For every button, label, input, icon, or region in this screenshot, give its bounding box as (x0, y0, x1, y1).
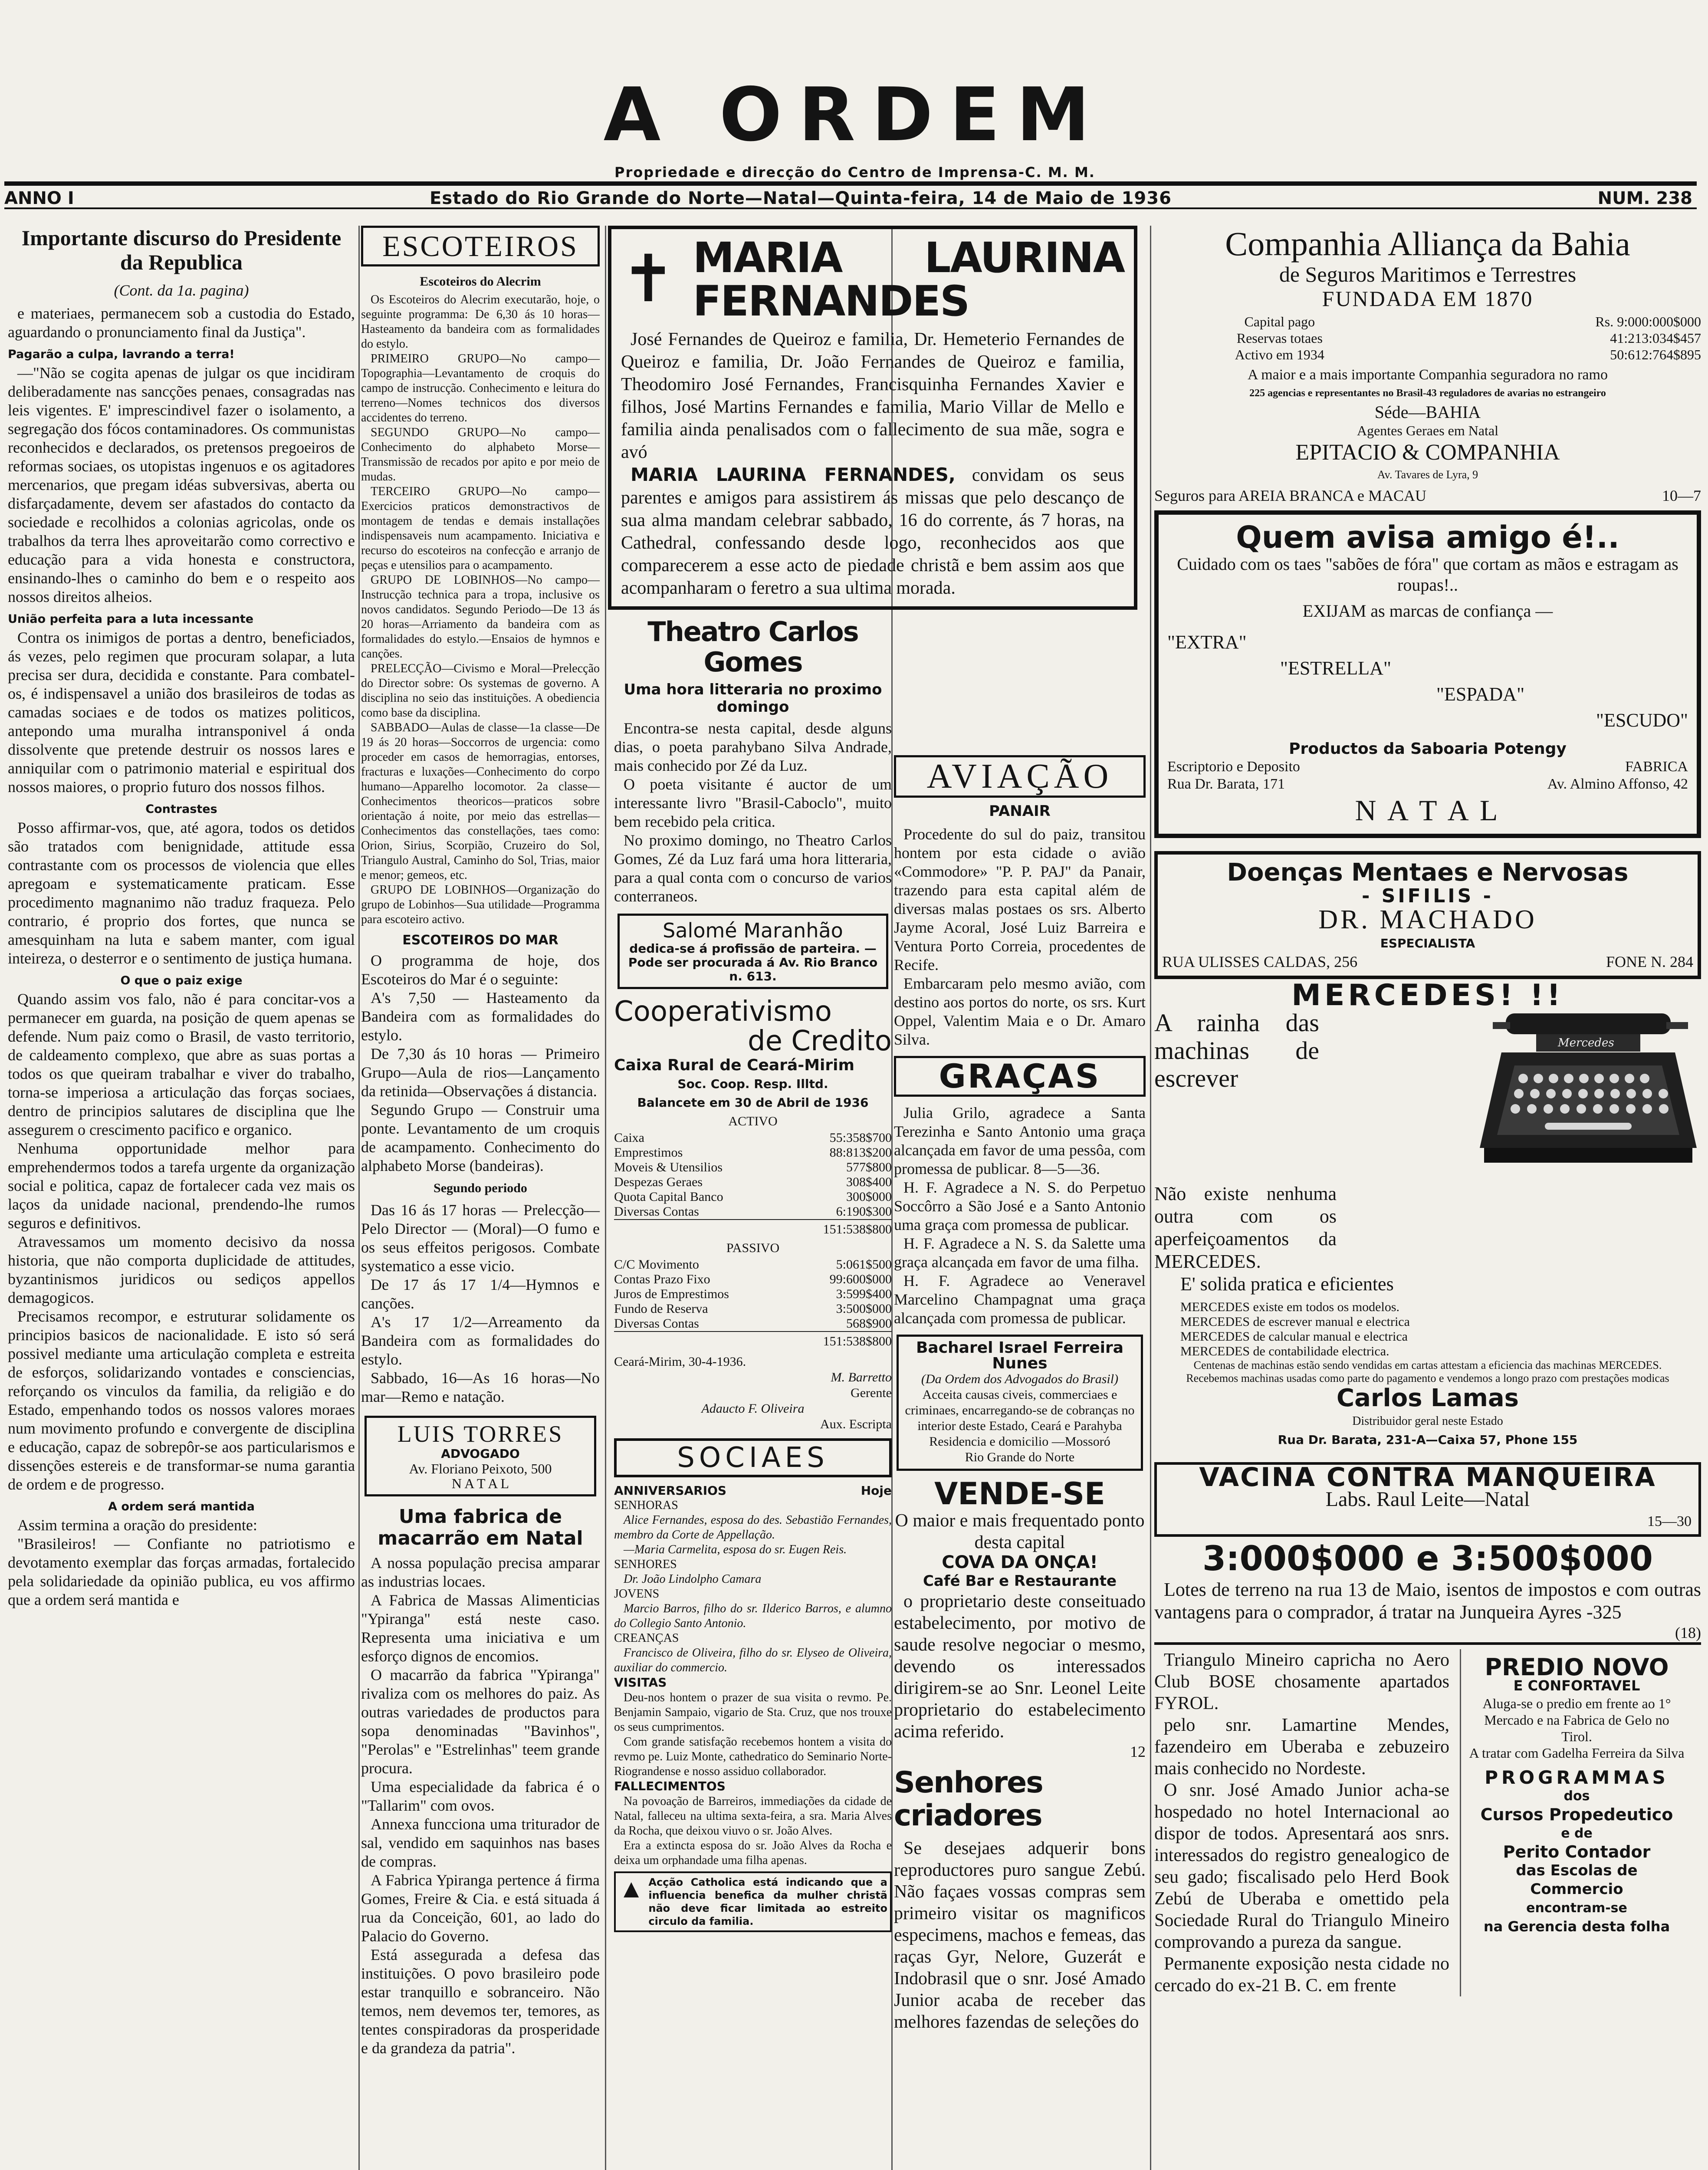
paragraph: GRUPO DE LOBINHOS—Organização do grupo de Lobinhos—Sua utilidade—Programma para escoteiro activo. (361, 883, 600, 926)
column-speech (8, 226, 355, 2170)
ad-profession: ADVOGADO (441, 1447, 520, 1461)
column-escoteiros (361, 226, 600, 2170)
ledger-row (614, 1302, 892, 1316)
section-subtitle: ESCOTEIROS DO MAR (402, 933, 558, 948)
ledger-value: 41:213:034$457 (1610, 330, 1701, 346)
activo-label: ACTIVO (728, 1114, 778, 1128)
brand-name: "EXTRA" (1167, 631, 1247, 653)
bacharel-ad (897, 1335, 1143, 1471)
ledger-row (614, 1145, 892, 1160)
paragraph: Com grande satisfação recebemos hontem a visita do revmo pe. Luiz Monte, cathedratico do Seminario Norte-Riograndense e nosso assiduo collaborador. (614, 1735, 892, 1778)
ledger-label: Quota Capital Banco (614, 1190, 723, 1204)
masthead (17, 72, 1692, 181)
paragraph: GRUPO DE LOBINHOS—No campo—Instrucção technica para a tropa, inclusive os novos candidatos. Segundo Periodo—De 13 ás 20 horas—Arriamento da bandeira com as formalidades do estylo.—Ensaios de hymnos e canções. (361, 573, 600, 661)
ad-headline: Doenças Mentaes e Nervosas (1227, 858, 1629, 887)
subheading: Hoje (861, 1483, 892, 1498)
paragraph: e materiaes, permanecem sob a custodia do Estado, aguardando o pronunciamento final da Justiça". (8, 305, 355, 341)
ad-text: Acceita causas civeis, commerciaes e criminaes, encarregando-se de cobranças no interior deste Estado, Ceará e Parahyba (905, 1387, 1135, 1433)
ad-credential: (Da Ordem dos Advogados do Brasil) (921, 1372, 1119, 1386)
typewriter-brand: Mercedes (1558, 1036, 1614, 1049)
paragraph: Alice Fernandes, esposa do des. Sebastião Fernandes, membro da Corte de Appellação. (614, 1513, 892, 1542)
bank-type: Soc. Coop. Resp. Illtd. (677, 1077, 828, 1091)
paragraph: A's 17 1/2—Arreamento da Bandeira com as formalidades do estylo. (361, 1313, 600, 1368)
paragraph: —Maria Carmelita, esposa do sr. Eugen Reis. (624, 1543, 847, 1556)
paragraph: Segundo Grupo — Construir uma ponte. Levantamento de um croquis de acampamento. Conhecimento do alphabeto Morse (bandeiras). (361, 1101, 600, 1174)
column-rule (358, 226, 360, 2170)
article-subtitle: Uma hora litteraria no proximo domingo (624, 681, 882, 716)
ad-name: Companhia Alliança da Bahia (1225, 225, 1630, 263)
ad-headline: PROGRAMMAS (1485, 1767, 1669, 1788)
ledger-label: Despezas Geraes (614, 1175, 703, 1189)
vacina-ad (1154, 1462, 1701, 1537)
paragraph: H. F. Agradece a N. S. da Salette uma graça alcançada em favor de uma filha. (894, 1235, 1146, 1271)
newspaper-title: A ORDEM (603, 72, 1107, 158)
paragraph: PRIMEIRO GRUPO—No campo—Topographia—Levantamento de croquis do campo de instrucção. Conhecimento e leitura do terreno—Nomes technicos dos diversos accidentes do terreno. (361, 352, 600, 424)
ledger-label: Diversas Contas (614, 1204, 699, 1219)
ledger-row (614, 1131, 892, 1145)
escoteiros-header: ESCOTEIROS (361, 226, 600, 266)
ad-text: A tratar com Gadelha Ferreira da Silva (1469, 1745, 1685, 1761)
ad-text: Cuidado com os taes "sabões de fóra" que cortam as mãos e estragam as roupas!.. (1177, 554, 1678, 595)
subheading: FALLECIMENTOS (614, 1779, 726, 1793)
ledger-value: 3:599$400 (836, 1287, 892, 1301)
ledger-value: 88:813$200 (829, 1145, 892, 1160)
brand-name: "ESPADA" (1436, 684, 1525, 705)
deceased-name-bold: MARIA LAURINA FERNANDES, (631, 464, 956, 485)
article-title: Importante discurso do Presidente da Republica (21, 226, 342, 274)
ad-text: Labs. Raul Leite—Natal (1325, 1488, 1530, 1511)
paragraph: Contra os inimigos de portas a dentro, beneficiados, ás vezes, pelo regimen que procuram solapar, a luta precisa ser dura, decidida e constante. Para combatel-os, é indispensavel a união dos brasileiros de todas as camadas sociaes e de todos os matizes politicos, antepondo uma muralha intransponivel á onda dissolvente que pretende destruir os nossos lares e anniquilar com o patrimonio material e espiritual dos nossos maiores, o proprio futuro dos nossos filhos. (8, 629, 355, 796)
ad-name: LUIS TORRES (397, 1421, 564, 1447)
subheading: VISITAS (614, 1675, 667, 1690)
paragraph: Embarcaram pelo mesmo avião, com destino aos portos do norte, os srs. Kurt Oppel, Valentim Maia e o Dr. Amaro Silva. (894, 975, 1146, 1048)
deceased-name: MARIA LAURINA FERNANDES (693, 233, 1124, 326)
saboaria-potengy-ad (1154, 510, 1701, 838)
paragraph: Procedente do sul do paiz, transitou hontem por esta cidade o avião «Commodore» "P. P. PAJ" da Panair, trazendo para esta capital além de diversas malas postaes os srs. Alberto Jayme Acoral, José Luiz Barreira e Ventura Porto Correia, procedentes de Recife. (894, 825, 1146, 973)
ad-text: Escriptorio e Deposito (1167, 759, 1300, 775)
paragraph: Julia Grilo, agradece a Santa Terezinha e Santo Antonio uma graça alcançada em favor de uma pessôa, com promessa de publicar. 8—5—36. (894, 1104, 1146, 1177)
ledger-label: Moveis & Utensilios (614, 1160, 723, 1174)
ad-phone: FONE N. 284 (1606, 953, 1693, 970)
paragraph: A nossa população precisa amparar as industrias locaes. (361, 1554, 600, 1590)
invite-text: convidam os seus parentes e amigos para assistirem ás missas que pelo descanço de sua alma mandam celebrar sabbado, 16 do corrente, ás 7 horas, na Cathedral, confessando desde logo, reconhecidos aos que comparecerem a esse acto de piedade christã e bem assim aos que acompanharam o feretro a sua ultima morada. (621, 465, 1124, 598)
ledger-row (1154, 313, 1701, 330)
paragraph: Permanente exposição nesta cidade no cercado do ex-21 B. C. em frente (1154, 1954, 1449, 1996)
ledger-value: 5:061$500 (836, 1257, 892, 1272)
ad-subtitle: - SIFILIS - (1362, 885, 1494, 907)
ad-code: (18) (1154, 1624, 1701, 1645)
ledger-label: Capital pago (1244, 314, 1315, 329)
coop-title: Cooperativismo (614, 996, 832, 1028)
mercedes-models (1154, 1300, 1701, 1359)
ad-profession: ESPECIALISTA (1380, 936, 1475, 950)
paragraph: O programma de hoje, dos Escoteiros do Mar é o seguinte: (361, 952, 600, 988)
ad-text: FABRICA (1625, 759, 1688, 775)
ad-name: COVA DA ONÇA! (942, 1552, 1098, 1572)
balance-date: Ceará-Mirim, 30-4-1936. (614, 1355, 746, 1369)
ledger-row (614, 1204, 892, 1219)
ad-city: N A T A L (451, 1476, 509, 1491)
ledger-value: 300$000 (846, 1190, 892, 1204)
paragraph: Na povoação de Barreiros, immediações da cidade de Natal, falleceu na ultima sexta-feira, a sra. Maria Alves da Rocha, que deixou viuvo o sr. João Alves. (614, 1795, 892, 1838)
issue-place-date: Estado do Rio Grande do Norte—Natal—Quinta-feira, 14 de Maio de 1936 (430, 188, 1172, 208)
column-ads (1154, 226, 1701, 2170)
ad-name: Bacharel Israel Ferreira (916, 1339, 1124, 1357)
vende-se-title: VENDE-SE (934, 1476, 1105, 1512)
paragraph: H. F. Agradece a N. S. do Perpetuo Soccôrro a São José e a Santo Antonio uma graça com promessa de publicar. (894, 1179, 1146, 1233)
ad-text: Aluga-se o predio em frente ao 1° Mercado e na Fabrica de Gelo no Tirol. (1482, 1696, 1671, 1744)
issue-info-bar (4, 181, 1697, 209)
ledger-value: 6:190$300 (836, 1204, 892, 1219)
accao-catholica-note (614, 1871, 892, 1932)
paragraph: Lotes de terreno na rua 13 de Maio, isentos de impostos e com outras vantagens para o comprador, á tratar na Junqueira Ayres -325 (1154, 1579, 1701, 1623)
passivo-total: 151:538$800 (614, 1331, 892, 1351)
aviacao-header: AVIAÇÃO (894, 755, 1146, 798)
sociaes-section (614, 1483, 892, 1932)
paragraph: PRELECÇÃO—Civismo e Moral—Prelecção do Director sobre: Os systemas de governo. A disciplina no seio das instituições. A obediencia como base da disciplina. (361, 662, 600, 720)
typewriter-icon (1475, 1005, 1701, 1183)
ledger-row (614, 1160, 892, 1175)
ad-text: MERCEDES de escrever manual e electrica (1180, 1315, 1410, 1329)
ad-text: dedica-se á profissão de parteira. — Pode ser procurada á Av. Rio Branco n. 613. (628, 941, 878, 983)
coop-title-2: de Credito (748, 1025, 892, 1057)
paragraph: Encontra-se nesta capital, desde alguns dias, o poeta parahybano Silva Andrade, mais conhecido por Zé da Luz. (614, 720, 892, 774)
ad-address: Av. Almino Affonso, 42 (1547, 776, 1688, 792)
predio-novo-ad (1460, 1649, 1685, 1996)
bank-name: Caixa Rural de Ceará-Mirim (614, 1056, 854, 1074)
column-aviacao (894, 755, 1146, 2170)
note-text: Acção Catholica está indicando que a influencia benefica da mulher christã não deve ficar limitada ao estreito circulo da familia. (648, 1876, 887, 1927)
paragraph: Uma especialidade da fabrica é o "Tallarim" com ovos. (361, 1778, 600, 1814)
ad-name-2: Nunes (992, 1355, 1048, 1372)
ad-text: dos (1563, 1789, 1590, 1804)
ad-tagline: A rainha das machinas de escrever (1154, 1009, 1319, 1092)
ledger-value: 568$900 (846, 1316, 892, 1331)
ledger-label: Reservas totaes (1236, 330, 1323, 346)
paragraph: José Fernandes de Queiroz e familia, Dr. Hemeterio Fernandes de Queiroz e familia, Dr. João Fernandes de Queiroz e familia, Theodomiro José Fernandes, Francisquinha Fernandes Xavier e filhos, José Martins Fernandes e familia, Mario Villar de Mello e familia ainda penalisados com o fallecimento de sua mãe, sogra e avó (621, 329, 1124, 462)
ledger-label: Emprestimos (614, 1145, 683, 1160)
paragraph: TERCEIRO GRUPO—No campo—Exercicios praticos demonstractivos de montagem de tendas e demais installações indispensaveis num acampamento. Iniciativa e recurso do escoteiros na confecção e arranjo de peças e utensilios para o acampamento. (361, 485, 600, 572)
sociaes-header: SOCIAES (614, 1438, 892, 1477)
ad-text: na Gerencia desta folha (1483, 1918, 1670, 1935)
ad-headline: MERCEDES! !! (1291, 978, 1564, 1013)
ledger-value: 50:612:764$895 (1610, 347, 1701, 362)
ad-text: das Escolas de Commercio (1516, 1862, 1638, 1898)
paragraph: A Fabrica de Massas Alimenticias "Ypiranga" está neste caso. Representa uma iniciativa e um esforço dignos de encomios. (361, 1591, 600, 1665)
ledger-row (614, 1316, 892, 1331)
ad-text: Perito Contador (1503, 1842, 1651, 1861)
ad-text: e de (1561, 1826, 1593, 1841)
ad-subtitle: E CONFORTAVEL (1513, 1677, 1640, 1694)
ledger-value: 99:600$000 (829, 1272, 892, 1286)
paragraph: De 17 ás 17 1/4—Hymnos e canções. (361, 1276, 600, 1312)
ledger-label: C/C Movimento (614, 1257, 699, 1272)
ad-address: Residencia e domicilio —Mossoró (929, 1434, 1110, 1449)
ad-text: Não existe nenhuma outra com os aperfeiçoamentos da MERCEDES. (1154, 1183, 1337, 1272)
paragraph: Marcio Barros, filho do sr. Ilderico Barros, e alumno do Collegio Santo Antonio. (614, 1602, 892, 1630)
article-title: Senhores criadores (894, 1766, 1043, 1833)
ad-code: 15—30 (1647, 1513, 1692, 1529)
paragraph: A Fabrica Ypiranga pertence á firma Gomes, Freire & Cia. e está situada á rua da Conceição, 601, ao lado do Palacio do Governo. (361, 1871, 600, 1945)
brand-name: "ESTRELLA" (1280, 658, 1391, 679)
signature-name: Adaucto F. Oliveira (701, 1401, 805, 1416)
ad-text: Centenas de machinas estão sendo vendidas em cartas attestam a eficiencia das machinas MERCEDES. (1193, 1359, 1662, 1371)
ledger-value: 577$800 (846, 1160, 892, 1174)
ledger-row (614, 1287, 892, 1302)
paragraph: O poeta visitante é auctor de um interessante livro "Brasil-Caboclo", muito bem recebido pela critica. (614, 776, 892, 830)
ad-address: Rua Dr. Barata, 171 (1167, 776, 1285, 792)
ad-address: RUA ULISSES CALDAS, 256 (1162, 953, 1358, 970)
ledger-label: Fundo de Reserva (614, 1302, 708, 1316)
obituary-notice (608, 226, 1137, 610)
paragraph: SABBADO—Aulas de classe—1a classe—De 19 ás 20 horas—Soccorros de urgencia: como proceder em casos de hemorragias, entorses, fracturas e luxações—Conhecimento do corpo humano—Apparelho locomotor. 2a classe—Conhecimentos theoricos—praticos sobre orientação á noite, por meio das estrellas—Conhecimentos das constellações, taes como: Orion, Sirius, Scorpião, Cruzeiro do Sol, Triangulo Austral, Caminho do Sol, Trias, maior e menor; gemeos, etc. (361, 721, 600, 882)
paragraph: Posso affirmar-vos, que, até agora, todos os detidos são tratados com benignidade, attitude essa contrastante com os processos de violencia que elles apregoam e systematicamente praticam. Esse procedimento magnanimo não traduz fraqueza. Pelo contrario, é proprio dos fortes, que nunca se amesquinham na luta e sabem manter, com igual inteireza, o desterror e o sentimento de justiça humana. (8, 819, 355, 967)
brand-list (1167, 629, 1688, 733)
ledger-value: 3:500$000 (836, 1302, 892, 1316)
subheading: União perfeita para a luta incessante (8, 612, 254, 626)
paragraph: Os Escoteiros do Alecrim executarão, hoje, o seguinte programma: De 6,30 ás 10 horas—Hasteamento da bandeira com as formalidades do estylo. (361, 293, 600, 351)
paragraph: pelo snr. Lamartine Mendes, fazendeiro em Uberaba e zebuzeiro mais conhecido no Nordeste. (1154, 1715, 1449, 1779)
ledger-row (614, 1190, 892, 1204)
subheading: O que o paiz exige (120, 974, 243, 987)
paragraph: No proximo domingo, no Theatro Carlos Gomes, Zé da Luz fará uma hora litteraria, para a qual conta com o concurso de varios conterraneos. (614, 832, 892, 905)
ledger-row (1154, 330, 1701, 346)
ad-name: DR. MACHADO (1318, 905, 1537, 934)
triangle-icon: ▲ (618, 1874, 644, 1903)
ad-code: 12 (1130, 1743, 1146, 1760)
ad-text: Cursos Propedeutico (1480, 1805, 1673, 1824)
passivo-table (614, 1257, 892, 1331)
section-subtitle: Escoteiros do Alecrim (420, 274, 541, 289)
subheading: SENHORAS (614, 1499, 678, 1512)
subheading: Pagarão a culpa, lavrando a terra! (8, 348, 235, 361)
mercedes-ad (1154, 978, 1701, 1449)
ledger-label: Diversas Contas (614, 1316, 699, 1331)
paragraph: Annexa funcciona uma triturador de sal, vendido em saquinhos nas bases de compras. (361, 1815, 600, 1870)
ledger-value: Rs. 9:000:000$000 (1595, 314, 1701, 329)
paragraph: O macarrão da fabrica "Ypiranga" rivaliza com os melhores do paiz. As outras variedades de productos para sopa denominadas "Bavinhos", "Perolas" e "Estrelinhas" teem grande procura. (361, 1666, 600, 1777)
paragraph: Dr. João Lindolpho Camara (624, 1572, 762, 1586)
article-title: Theatro Carlos Gomes (647, 616, 858, 678)
brand-name: "ESCUDO" (1596, 710, 1688, 731)
balance-title: Balancete em 30 de Abril de 1936 (637, 1095, 869, 1110)
triangulo-article (1154, 1649, 1449, 1996)
dr-machado-ad (1154, 851, 1701, 979)
balance-signatures (614, 1354, 892, 1432)
passivo-label: PASSIVO (726, 1241, 780, 1255)
ledger-row (614, 1257, 892, 1272)
lots-price: 3:000$000 e 3:500$000 (1202, 1539, 1653, 1578)
ad-address: Rua Dr. Barata, 231-A—Caixa 57, Phone 155 (1278, 1433, 1578, 1447)
ledger-label: Caixa (614, 1131, 644, 1145)
article-subtitle: PANAIR (989, 802, 1051, 820)
paragraph: Atravessamos um momento decisivo da nossa historia, que não comporta duplicidade de attitudes, byzantinismos juridicos ou sediços appellos demagogicos. (8, 1233, 355, 1306)
ad-text: Agentes Geraes em Natal (1357, 423, 1499, 438)
ad-text: O maior e mais frequentado ponto desta capital (895, 1511, 1145, 1552)
column-rule (605, 226, 606, 2170)
luis-torres-ad (365, 1416, 596, 1496)
newspaper-subtitle: Propriedade e direcção do Centro de Imprensa-C. M. M. (614, 164, 1095, 181)
paragraph: SEGUNDO GRUPO—No campo—Conhecimento do alphabeto Morse—Transmissão de recados por apito e por meio de mudas. (361, 426, 600, 483)
signature-role: Gerente (851, 1386, 892, 1400)
signature-name: M. Barretto (831, 1370, 892, 1384)
ad-address: Av. Floriano Peixoto, 500 (409, 1461, 552, 1476)
paragraph: O snr. José Amado Junior acha-se hospedado no hotel Internacional ao dispor de todos. Apresentará aos snrs. interessados do registro genealogico de seu gado; fiscalisado pelo Herd Book Zebú de Uberaba e omettido pela Sociedade Rural do Triangulo Mineiro comprovando a pureza da sangue. (1154, 1780, 1449, 1952)
paragraph: Triangulo Mineiro capricha no Aero Club BOSE chosamente apartados FYROL. (1154, 1650, 1449, 1713)
paragraph: —"Não se cogita apenas de julgar os que incidiram deliberadamente nas sancções penaes, consagradas nas leis vigentes. E' imprescindivel fazer o isolamento, a segregação dos fócos contaminadores. Os communistas reconhecidos e declarados, os pretensos pregoeiros de reformas sociaes, os utopistas ingenuos e os agitadores mercenarios, que pregam idéas subversivas, aberta ou disfarçadamente, devem ser afastados do contacto da sociedade e recolhidos a colonias agricolas, onde os trabalhos da terra lhes aproveitarão como correctivo e educação para a vida honesta e constructora, ensinando-lhes o caminho do bem e o respeito aos nossos direitos alheios. (8, 364, 355, 605)
paragraph: A's 7,50 — Hasteamento da Bandeira com as formalidades do estylo. (361, 989, 600, 1044)
activo-total: 151:538$800 (614, 1219, 892, 1239)
capital-table (1154, 313, 1701, 363)
subheading: A ordem será mantida (108, 1500, 255, 1513)
paragraph: Francisco de Oliveira, filho do sr. Elyseo de Oliveira, auxiliar do commercio. (614, 1646, 892, 1674)
ad-text: EXIJAM as marcas de confiança — (1302, 601, 1553, 621)
ad-subtitle: Productos da Saboaria Potengy (1289, 740, 1567, 758)
ad-text: MERCEDES de contabilidade electrica. (1180, 1344, 1389, 1358)
paragraph: Era a extincta esposa do sr. João Alves da Rocha e deixa um orphandade uma filha apenas. (614, 1839, 892, 1867)
ledger-label: Contas Prazo Fixo (614, 1272, 710, 1286)
subheading: CREANÇAS (614, 1631, 679, 1645)
ledger-row (614, 1175, 892, 1190)
ad-text: A maior e a mais importante Companhia seguradora no ramo (1248, 367, 1608, 383)
ad-subtitle: Café Bar e Restaurante (923, 1572, 1117, 1590)
column-rule (1150, 226, 1151, 2170)
paragraph: De 7,30 ás 10 horas — Primeiro Grupo—Aula de rios—Lançamento da retinida—Observações á distancia. (361, 1045, 600, 1100)
section-subtitle: Segundo periodo (434, 1181, 527, 1195)
paragraph: Quando assim vos falo, não é para concitar-vos a permanecer em guarda, na posição de quem apenas se defende. Num paiz como o Brasil, de vasto territorio, de caldeamento complexo, que abre as suas portas a todos os que queiram trabalhar e viver do trabalho, torna-se imperiosa a articulação das forças sociaes, dentro de principios salutares de disciplina que lhe assegurem o crescimento pacifico e organico. (8, 990, 355, 1138)
paragraph: "Brasileiros! — Confiante no patriotismo e devotamento exemplar das forças armadas, fortalecido pela solidariedade da opinião publica, eu vos affirmo que a ordem será mantida e (8, 1535, 355, 1608)
paragraph: Está assegurada a defesa das instituições. O povo brasileiro pode estar tranquillo e sobranceiro. Não temos, nem devemos ter, temores, as tentes conspiradoras da prosperidade e da grandeza da patria". (361, 1946, 600, 2057)
ad-headline: VACINA CONTRA MANQUEIRA (1199, 1462, 1656, 1493)
subheading: Contrastes (145, 802, 217, 816)
paragraph: Deu-nos hontem o prazer de sua visita o revmo. Pe. Benjamin Sampaio, vigario de Sta. Cruz, que nos trouxe os seus cumprimentos. (614, 1691, 892, 1734)
activo-table (614, 1131, 892, 1219)
ad-address: Av. Tavares de Lyra, 9 (1377, 468, 1478, 481)
ad-text: MERCEDES existe em todos os modelos. (1180, 1300, 1399, 1314)
ad-text: Recebemos machinas usadas como parte do pagamento e vendemos a longo prazo com prestações modicas (1186, 1372, 1669, 1384)
ad-city: N A T A L (1355, 794, 1501, 827)
paragraph: Nenhuma opportunidade melhor para emprehendermos todos a tarefa urgente da organização social e politica, capaz de fortalecer cada vez mais os laços da unidade nacional, prendendo-lhe rumos seguros e definitivos. (8, 1140, 355, 1232)
issue-number: NUM. 238 (1597, 188, 1692, 208)
typewriter-illustration (1475, 1005, 1701, 1183)
ledger-label: Juros de Emprestimos (614, 1287, 729, 1301)
ad-text: E' solida pratica e eficientes (1180, 1273, 1394, 1295)
ad-text: Seguros para AREIA BRANCA e MACAU (1154, 487, 1426, 504)
ad-headline: Quem avisa amigo é!.. (1236, 519, 1619, 555)
subheading: JOVENS (614, 1587, 660, 1601)
alliance-bahia-ad (1154, 226, 1701, 505)
ad-name: Carlos Lamas (1337, 1384, 1519, 1412)
ad-headline: PREDIO NOVO (1485, 1654, 1669, 1681)
ad-text: MERCEDES de calcular manual e electrica (1180, 1329, 1408, 1344)
ad-hq: Séde—BAHIA (1374, 402, 1481, 422)
paragraph: Se desejaes adquerir bons reproductores puro sangue Zebú. Não façaes vossas compras sem primeiro visitar os magnificos especimens, machos e femeas, das raças Gyr, Nelore, Guzerát e Indobrasil que o snr. José Amado Junior acaba de receber das melhores fazendas de seleções do (894, 1838, 1146, 2032)
ad-founded: FUNDADA EM 1870 (1322, 286, 1534, 311)
cross-icon: ✝ (621, 243, 676, 316)
ad-state: Rio Grande do Norte (965, 1450, 1075, 1464)
ad-text: encontram-se (1526, 1900, 1627, 1916)
paragraph: Precisamos recompor, e estruturar solidamente os principios basicos de nacionalidade. E isto só será possivel mediante uma articulação completa e estreita de esforços, solidarizando vontades e consciencias, reforçando os vinculos da familia, da religião e do Estado, empenhando todos os nossos valores moraes num movimento profundo e convergente de disciplina e educação, capaz de sobrepôr-se aos particularismos e dissenções estereis e de transformar-se numa garantia de ordem e de progresso. (8, 1308, 355, 1493)
ledger-label: Activo em 1934 (1235, 347, 1324, 362)
paragraph: Sabbado, 16—As 16 horas—No mar—Remo e natação. (361, 1369, 600, 1405)
ad-text: Distribuidor geral neste Estado (1352, 1414, 1503, 1428)
ledger-value: 308$400 (846, 1175, 892, 1189)
ad-subtitle: de Seguros Maritimos e Terrestres (1279, 262, 1577, 286)
ledger-value: 55:358$700 (829, 1131, 892, 1145)
gracas-header: GRAÇAS (894, 1056, 1146, 1097)
salome-ad (618, 914, 888, 989)
paragraph: Assim termina a oração do presidente: (17, 1516, 257, 1534)
ledger-row (1154, 346, 1701, 363)
issue-year: ANNO I (4, 188, 74, 208)
ad-code: 10—7 (1662, 487, 1701, 504)
ad-agent: EPITACIO & COMPANHIA (1295, 440, 1560, 465)
paragraph: H. F. Agradece ao Veneravel Marcelino Champagnat uma graça alcançada com promessa de publicar. (894, 1272, 1146, 1327)
signature-role: Aux. Escripta (820, 1417, 892, 1431)
subheading: SENHORES (614, 1558, 677, 1571)
ledger-row (614, 1272, 892, 1287)
paragraph: o proprietario deste conseituado estabelecimento, por motivo de saude resolve negociar o mesmo, devendo os interessados dirigirem-se ao Snr. Leonel Leite proprietario do estabelecimento acima referido. (894, 1591, 1146, 1742)
article-title: Uma fabrica de macarrão em Natal (378, 1506, 583, 1549)
subheading: ANNIVERSARIOS (614, 1483, 727, 1498)
paragraph (621, 464, 1124, 599)
ad-name: Salomé Maranhão (663, 919, 843, 942)
continuation-note: (Cont. da 1a. pagina) (114, 282, 249, 299)
paragraph: Das 16 ás 17 horas — Prelecção—Pelo Director — (Moral)—O fumo e os seus effeitos perigosos. Combate systematico a esse vicio. (361, 1201, 600, 1275)
ad-text: 225 agencias e representantes no Brasil-43 reguladores de avarias no estrangeiro (1249, 388, 1606, 399)
